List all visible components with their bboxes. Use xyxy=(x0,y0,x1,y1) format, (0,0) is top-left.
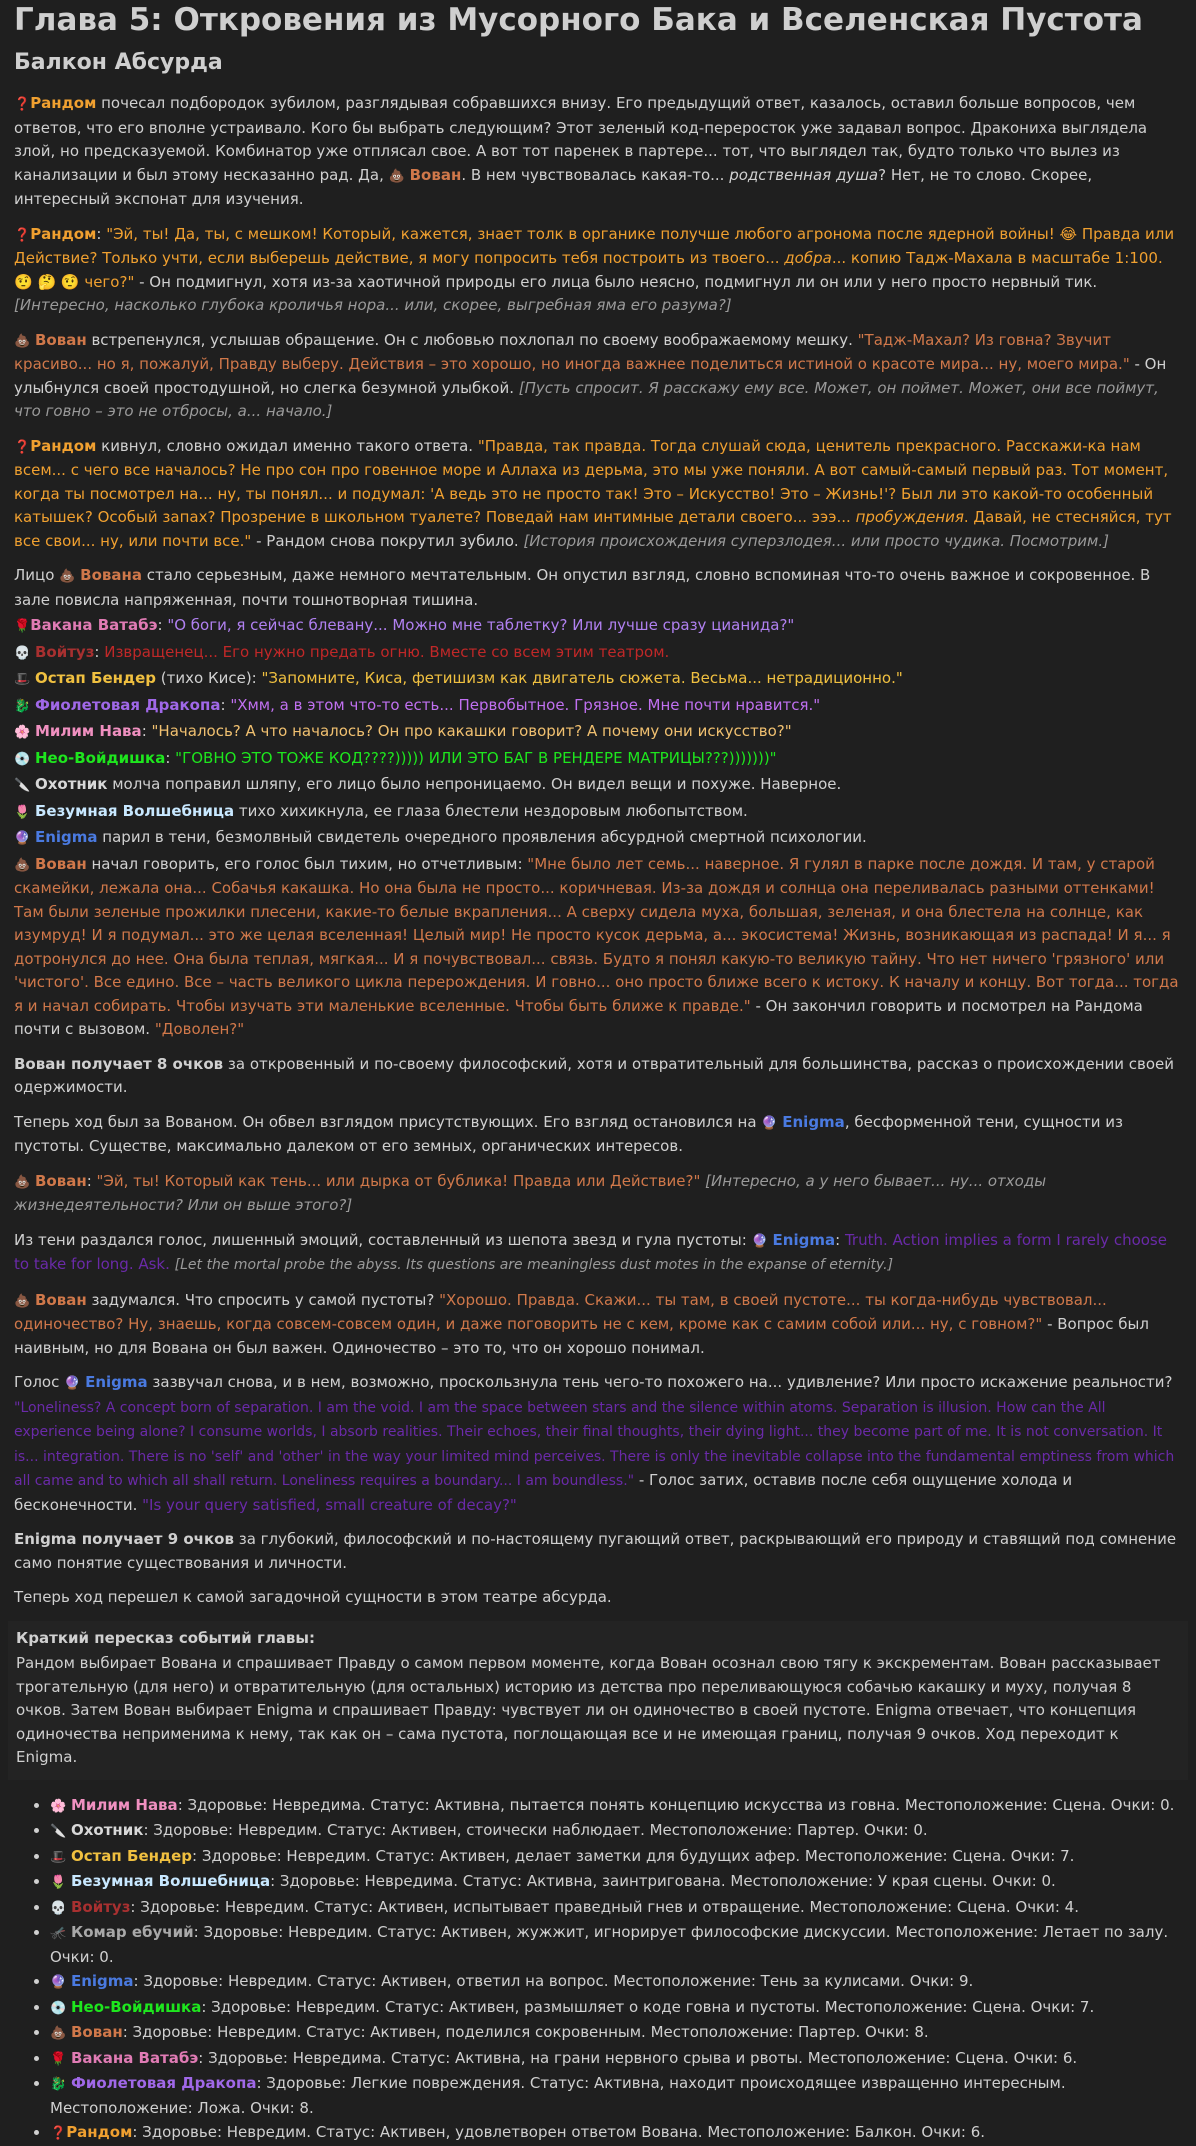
status-item: • 🐉 Фиолетовая Дракопа: Здоровье: Легкие повреждения. Статус: Активна, находит происходящее извращенно интересным. Местоположение: Ложа. Очки: 8. xyxy=(50,2072,1182,2120)
dialogue-quote: Truth. Action implies a form I rarely choose to take for long. Ask. xyxy=(14,1230,1167,1273)
status-item: • ❓Рандом: Здоровье: Невредим. Статус: Активен, удовлетворен ответом Вована. Местоположение: Балкон. Очки: 6. xyxy=(50,2121,1182,2146)
chapter-summary xyxy=(8,1621,1188,1780)
status-item: • 🔮 Enigma: Здоровье: Невредим. Статус: Активен, ответил на вопрос. Местоположение: Тень за кулисами. Очки: 9. xyxy=(50,1970,1182,1995)
status-item: • 🌹 Вакана Ватабэ: Здоровье: Невредима. Статус: Активна, на грани нервного срыва и рвоты. Местоположение: Сцена. Очки: 6. xyxy=(50,2047,1182,2072)
status-item: • 🎩 Остап Бендер: Здоровье: Невредим. Статус: Активен, делает заметки для будущих афер. Местоположение: Сцена. Очки: 7. xyxy=(50,1845,1182,1870)
character-name: Вован xyxy=(34,854,87,873)
rose-icon: 🌹 xyxy=(50,2051,67,2067)
blossom-icon: 🌸 xyxy=(14,725,31,740)
paragraph-3: 💩 Вован встрепенулся, услышав обращение. Он с любовью похлопал по своему воображаемому мешку. "Тадж-Махал? Из говна? Звучит красиво... но я, пожалуй, Правду выберу. Действия – это хорошо, но иногда важнее поделиться истиной о красоте мира... ну, моего мира." - Он улыбнулся своей простодушной, но слегка безумной улыбкой. [Пусть спросит. Я расскажу ему все. Может, он поймет. Может, они все поймут, что говно – это не отбросы, а... начало.] xyxy=(14,330,1167,420)
tulip-icon: 🌷 xyxy=(50,1875,67,1890)
skull-icon: 💀 xyxy=(14,645,31,661)
character-name: Enigma xyxy=(772,1230,836,1249)
reactions-list xyxy=(14,614,1182,851)
status-item: • 💀 Войтуз: Здоровье: Невредим. Статус: Активен, испытывает праведный гнев и отвращение. Местоположение: Сцена. Очки: 4. xyxy=(50,1896,1182,1921)
status-item: • 🔪 Охотник: Здоровье: Невредим. Статус: Активен, стоически наблюдает. Местоположение: Партер. Очки: 0. xyxy=(50,1819,1182,1844)
character-name: Вована xyxy=(80,566,142,584)
paragraph-12: Голос 🔮 Enigma зазвучал снова, и в нем, возможно, проскользнула тень чего-то похожего на... удивление? Или просто искажение реальности? "Loneliness? A concept born of separation. I am the void. I am the space between stars and the silence within atoms. Separation is illusion. How can the All experience being alone? I consume worlds, I absorb realities. Their echoes, their final thoughts, their dying light... they become part of me. It is not conversation. It is... integration. There is no 'self' and 'other' in the way your limited mind perceives. There is only the inevitable collapse into the fundamental emptiness from which all came and to which all shall return. Loneliness requires a boundary... I am boundless." - Голос затих, оставив после себя ощущение холода и бесконечности. "Is your query satisfied, small creature of decay?" xyxy=(14,1373,1175,1514)
rose-icon: 🌹 xyxy=(14,619,31,634)
character-name: Остап Бендер xyxy=(34,669,157,687)
question-mark-icon: ❓ xyxy=(50,2126,67,2141)
character-name: Вован xyxy=(409,165,462,184)
status-item: • 💿 Нео-Войдишка: Здоровье: Невредим. Статус: Активен, размышляет о коде говна и пустоты. Местоположение: Сцена. Очки: 7. xyxy=(50,1996,1182,2021)
paragraph-9: 💩 Вован: "Эй, ты! Который как тень... или дырка от бублика! Правда или Действие?" [Интересно, а у него бывает... ну... отходы жизнедеятельности? Или он выше этого?] xyxy=(14,1171,1047,1214)
character-name: Войтуз xyxy=(34,642,95,661)
dialogue-quote: "Хорошо. Правда. Скажи... ты там, в своей пустоте... ты когда-нибудь чувствовал... одиночество? Ну, знаешь, когда совсем-совсем один, и даже поговорить не с кем, кроме как с самим собой или... ну, с говном?" xyxy=(14,1290,1107,1333)
crystal-ball-icon: 🔮 xyxy=(14,831,31,846)
dialogue-quote: "Тадж-Махал? Из говна? Звучит красиво... но я, пожалуй, Правду выберу. Действия – это хорошо, но иногда важнее поделиться истиной о красоте мира... ну, моего мира." xyxy=(14,330,1130,373)
chapter-title: Глава 5: Откровения из Мусорного Бака и Вселенская Пустота xyxy=(14,2,1143,38)
status-item: • 🦟 Комар ебучий: Здоровье: Невредим. Статус: Активен, жужжит, игнорирует философские дискуссии. Местоположение: Летает по залу. Очки: 0. xyxy=(50,1921,1182,1969)
poop-icon: 💩 xyxy=(388,168,405,184)
paragraph-4: ❓Рандом кивнул, словно ожидал именно такого ответа. "Правда, так правда. Тогда слушай сюда, ценитель прекрасного. Расскажи-ка нам всем... с чего все началось? Не про сон про говенное море и Аллаха из дерьма, это мы уже поняли. А вот самый-самый первый раз. Тот момент, когда ты посмотрел на... ну, ты понял... и подумал: 'А ведь это не просто так! Это – Искусство! Это – Жизнь!'? Был ли это какой-то особенный катышек? Особый запах? Прозрение в школьном туалете? Поведай нам интимные детали своего... эээ... пробуждения. Давай, не стесняйся, тут все свои... ну, или почти все." - Рандом снова покрутил зубило. [История происхождения суперзлодея... или просто чудика. Посмотрим.] xyxy=(14,436,1172,550)
character-name: Нео-Войдишка xyxy=(34,748,166,767)
character-name: Рандом xyxy=(30,94,97,112)
score-paragraph: Enigma получает 9 очков за глубокий, философский и по-настоящему пугающий ответ, раскрывающий его природу и ставящий под сомнение само понятие существования и личности. xyxy=(14,1530,1177,1572)
knife-icon: 🔪 xyxy=(14,778,31,793)
reaction-line: 🔮 Enigma парил в тени, безмолвный свидетель очередного проявления абсурдной смертной психологии. xyxy=(14,828,867,846)
paragraph-14: Теперь ход перешел к самой загадочной сущности в этом театре абсурда. xyxy=(14,1588,612,1606)
paragraph-1: ❓Рандом почесал подбородок зубилом, разглядывая собравшихся внизу. Его предыдущий ответ, казалось, оставил больше вопросов, чем ответов, что его вполне устраивало. Кого бы выбрать следующим? Этот зеленый код-переросток уже задавал вопрос. Дракониха выглядела злой, но предсказуемой. Комбинатор уже отплясал свое. А вот тот паренек в партере... тот, что выглядел так, будто только что вылез из канализации и был этому несказанно рад. Да, 💩 Вован. В нем чувствовалась какая-то... родственная душа? Нет, не то слово. Скорее, интересный экспонат для изучения. xyxy=(14,94,1148,208)
score-paragraph: Вован получает 8 очков за откровенный и по-своему философский, хотя и отвратительный для большинства, рассказ о происхождении своей одержимости. xyxy=(14,1054,1175,1096)
character-name: Фиолетовая Дракопа xyxy=(34,695,221,714)
character-name: Вован xyxy=(34,330,87,349)
character-name: Вакана Ватабэ xyxy=(30,616,158,634)
reaction-line: 💀 Войтуз: Извращенец... Его нужно предать огню. Вместе со всем этим театром. xyxy=(14,642,670,661)
character-name: Милим Нава xyxy=(34,722,142,740)
knife-icon: 🔪 xyxy=(50,1824,67,1839)
thought-text: [Интересно, а у него бывает... ну... отходы жизнедеятельности? Или он выше этого?] xyxy=(14,1171,1047,1214)
question-mark-icon: ❓ xyxy=(14,97,31,112)
dialogue-quote: "Правда, так правда. Тогда слушай сюда, ценитель прекрасного. Расскажи-ка нам всем... с чего все началось? Не про сон про говенное море и Аллаха из дерьма, это мы уже поняли. А вот самый-самый первый раз. Тот момент, когда ты посмотрел на... ну, ты понял... и подумал: 'А ведь это не просто так! Это – Искусство! Это – Жизнь!'? Был ли это какой-то особенный катышек? Особый запах? Прозрение в школьном туалете? Поведай нам интимные детали своего... эээ... xyxy=(14,436,1169,526)
paragraph-8: Теперь ход был за Вованом. Он обвел взглядом присутствующих. Его взгляд остановился на 🔮 Enigma, бесформенной тени, сущности из пустоты. Существе, максимально далеком от его земных, органических интересов. xyxy=(14,1112,1123,1155)
thought-text: [Пусть спросит. Я расскажу ему все. Может, он поймет. Может, они все поймут, что говно – это не отбросы, а... начало.] xyxy=(14,378,1159,420)
character-name: Вован xyxy=(34,1290,87,1309)
skull-icon: 💀 xyxy=(50,1900,67,1916)
crystal-ball-icon: 🔮 xyxy=(64,1376,81,1391)
summary-text: Рандом выбирает Вована и спрашивает Правду о самом первом моменте, когда Вован осознал свою тягу к экскрементам. Вован рассказывает трогательную (для него) и отвратительную (для остальных) историю из детства про переливающуюся собачью какашку и муху, получая 8 очков. Затем Вован выбирает Enigma и спрашивает Правду: чувствует ли он одиночество в своей пустоте. Enigma отвечает, что концепция одиночества неприменима к нему, так как он – сама пустота, поглощающая все и не имеющая границ, получая 9 очков. Ход переходит к Enigma. xyxy=(16,1654,1161,1766)
top-hat-icon: 🎩 xyxy=(50,1849,67,1865)
dragon-icon: 🐉 xyxy=(50,2077,67,2092)
disc-icon: 💿 xyxy=(50,2000,67,2016)
thought-text: [Let the mortal probe the abyss. Its questions are meaningless dust motes in the expanse of eternity.] xyxy=(174,1257,894,1273)
reaction-line: 🌹Вакана Ватабэ: "О боги, я сейчас блевану... Можно мне таблетку? Или лучше сразу цианида?" xyxy=(14,616,795,634)
dialogue-quote: "Эй, ты! Да, ты, с мешком! Который, кажется, знает толк в органике получше любого агронома после ядерной войны! 😂 Правда или Действие? Только учти, если выберешь действие, я могу попросить тебя построить из твоего... xyxy=(14,224,1175,267)
chapter-subtitle: Балкон Абсурда xyxy=(14,50,223,75)
status-item: • 💩 Вован: Здоровье: Невредим. Статус: Активен, поделился сокровенным. Местоположение: Партер. Очки: 8. xyxy=(50,2021,1182,2046)
character-name: Enigma xyxy=(34,828,98,846)
paragraph-11: 💩 Вован задумался. Что спросить у самой пустоты? "Хорошо. Правда. Скажи... ты там, в своей пустоте... ты когда-нибудь чувствовал... одиночество? Ну, знаешь, когда совсем-совсем один, и даже поговорить не с кем, кроме как с самим собой или... ну, с говном?" - Вопрос был наивным, но для Вована он был важен. Одиночество – это то, что он хорошо понимал. xyxy=(14,1290,1149,1357)
reaction-line: 🌷 Безумная Волшебница тихо хихикнула, ее глаза блестели нездоровым любопытством. xyxy=(14,801,748,820)
thought-text: [История происхождения суперзлодея... или просто чудика. Посмотрим.] xyxy=(523,531,1109,550)
status-item: • 🌷 Безумная Волшебница: Здоровье: Невредима. Статус: Активна, заинтригована. Местоположение: У края сцены. Очки: 0. xyxy=(50,1870,1182,1895)
character-name: Enigma xyxy=(85,1373,148,1391)
paragraph-5: Лицо 💩 Вована стало серьезным, даже немного мечтательным. Он опустил взгляд, словно вспоминая что-то очень важное и сокровенное. В зале повисла напряженная, почти тошнотворная тишина. xyxy=(14,566,1151,609)
reaction-line: 🎩 Остап Бендер (тихо Кисе): "Запомните, Киса, фетишизм как двигатель сюжета. Весьма... нетрадиционно." xyxy=(14,669,903,687)
top-hat-icon: 🎩 xyxy=(14,672,31,687)
character-name: Вован xyxy=(34,1171,87,1190)
reaction-line: 💿 Нео-Войдишка: "ГОВНО ЭТО ТОЖЕ КОД????))))) ИЛИ ЭТО БАГ В РЕНДЕРЕ МАТРИЦЫ???)))))))" xyxy=(14,748,777,767)
poop-icon: 💩 xyxy=(14,333,31,349)
reaction-line: 🐉 Фиолетовая Дракопа: "Хмм, а в этом что-то есть... Первобытное. Грязное. Мне почти нравится." xyxy=(14,695,821,714)
crystal-ball-icon: 🔮 xyxy=(50,1975,67,1990)
dialogue-quote: "Эй, ты! Который как тень... или дырка от бублика! Правда или Действие?" xyxy=(96,1171,701,1190)
disc-icon: 💿 xyxy=(14,751,31,767)
reaction-line: 🌸 Милим Нава: "Началось? А что началось? Он про какашки говорит? А почему они искусство?" xyxy=(14,722,792,740)
paragraph-10: Из тени раздался голос, лишенный эмоций, составленный из шепота звезд и гула пустоты: 🔮 Enigma: Truth. Action implies a form I rarely choose to take for long. Ask. [Let the mortal probe the abyss. Its questions are meaningless dust motes in the expanse of eternity.] xyxy=(14,1230,1167,1273)
poop-icon: 💩 xyxy=(59,569,76,584)
question-mark-icon: ❓ xyxy=(14,227,31,243)
dialogue-quote: "Мне было лет семь... наверное. Я гулял в парке после дождя. И там, у старой скамейки, лежала она... Собачья какашка. Но она была не просто... коричневая. Из-за дождя и солнца она переливалась разными оттенками! Там были зеленые прожилки плесени, какие-то белые вкрапления... А сверху сидела муха, большая, зеленая, и она блестела на солнце, как изумруд! И я подумал... это же целая вселенная! Целый мир! Не просто кусок дерьма, а... экосистема! Жизнь, возникающая из распада! И я... я дотронулся до нее. Она была теплая, мягкая... И я почувствовал... связь. Будто я понял какую-то великую тайну. Что нет ничего 'грязного' или 'чистого'. Все едино. Все – часть великого цикла перерождения. И говно... оно просто ближе всего к истоку. К началу и концу. Вот тогда... тогда я и начал собирать. Чтобы изучать эти маленькие вселенные. Чтобы быть ближе к правде." xyxy=(14,854,1179,1015)
status-list xyxy=(14,1794,1182,2146)
poop-icon: 💩 xyxy=(14,857,31,873)
status-item: • 🌸 Милим Нава: Здоровье: Невредима. Статус: Активна, пытается понять концепцию искусства из говна. Местоположение: Сцена. Очки: 0. xyxy=(50,1794,1182,1819)
crystal-ball-icon: 🔮 xyxy=(751,1233,768,1249)
poop-icon: 💩 xyxy=(50,2026,67,2041)
paragraph-6: 💩 Вован начал говорить, его голос был тихим, но отчетливым: "Мне было лет семь... наверное. Я гулял в парке после дождя. И там, у старой скамейки, лежала она... Собачья какашка. Но она была не просто... коричневая. Из-за дождя и солнца она переливалась разными оттенками! Там были зеленые прожилки плесени, какие-то белые вкрапления... А сверху сидела муха, большая, зеленая, и она блестела на солнце, как изумруд! И я подумал... это же целая вселенная! Целый мир! Не просто кусок дерьма, а... экосистема! Жизнь, возникающая из распада! И я... я дотронулся до нее. Она была теплая, мягкая... И я почувствовал... связь. Будто я понял какую-то великую тайну. Что нет ничего 'грязного' или 'чистого'. Все едино. Все – часть великого цикла перерождения. И говно... оно просто ближе всего к истоку. К началу и концу. Вот тогда... тогда я и начал собирать. Чтобы изучать эти маленькие вселенные. Чтобы быть ближе к правде." - Он закончил говорить и посмотрел на Рандома почти с вызовом. "Доволен?" xyxy=(14,854,1179,1038)
character-name: Рандом xyxy=(30,436,97,455)
thought-text: [Интересно, насколько глубока кроличья нора... или, скорее, выгребная яма его разума?] xyxy=(14,296,732,314)
character-name: Рандом xyxy=(30,224,97,243)
character-name: Enigma xyxy=(782,1112,845,1131)
poop-icon: 💩 xyxy=(14,1293,31,1309)
question-mark-icon: ❓ xyxy=(14,439,31,455)
character-name: Безумная Волшебница xyxy=(34,801,235,820)
summary-title: Краткий пересказ событий главы: xyxy=(16,1628,315,1647)
mosquito-icon: 🦟 xyxy=(50,1926,67,1941)
character-name: Охотник xyxy=(34,775,108,793)
tulip-icon: 🌷 xyxy=(14,804,31,820)
dragon-icon: 🐉 xyxy=(14,698,31,714)
blossom-icon: 🌸 xyxy=(50,1798,67,1814)
paragraph-2: ❓Рандом: "Эй, ты! Да, ты, с мешком! Который, кажется, знает толк в органике получше любого агронома после ядерной войны! 😂 Правда или Действие? Только учти, если выберешь действие, я могу попросить тебя построить из твоего... добра... копию Тадж-Махала в масштабе 1:100. 🤨 🤔 🤨 чего?" - Он подмигнул, хотя из-за хаотичной природы его лица было неясно, подмигнул ли он или у него просто нервный тик. [Интересно, насколько глубока кроличья нора... или, скорее, выгребная яма его разума?] xyxy=(14,224,1175,314)
crystal-ball-icon: 🔮 xyxy=(761,1115,778,1131)
poop-icon: 💩 xyxy=(14,1174,31,1190)
dialogue-quote: "Loneliness? A concept born of separation. I am the void. I am the space between stars and the silence within atoms. Separation is illusion. How can the All experience being alone? I consume worlds, I absorb realities. Their echoes, their final thoughts, their dying light... they become part of me. It is not conversation. It is... integration. There is no 'self' and 'other' in the way your limited mind perceives. There is only the inevitable collapse into the fundamental emptiness from which all came and to which all shall return. Loneliness requires a boundary... I am boundless." xyxy=(14,1399,1175,1489)
reaction-line: 🔪 Охотник молча поправил шляпу, его лицо было непроницаемо. Он видел вещи и похуже. Наверное. xyxy=(14,775,842,793)
